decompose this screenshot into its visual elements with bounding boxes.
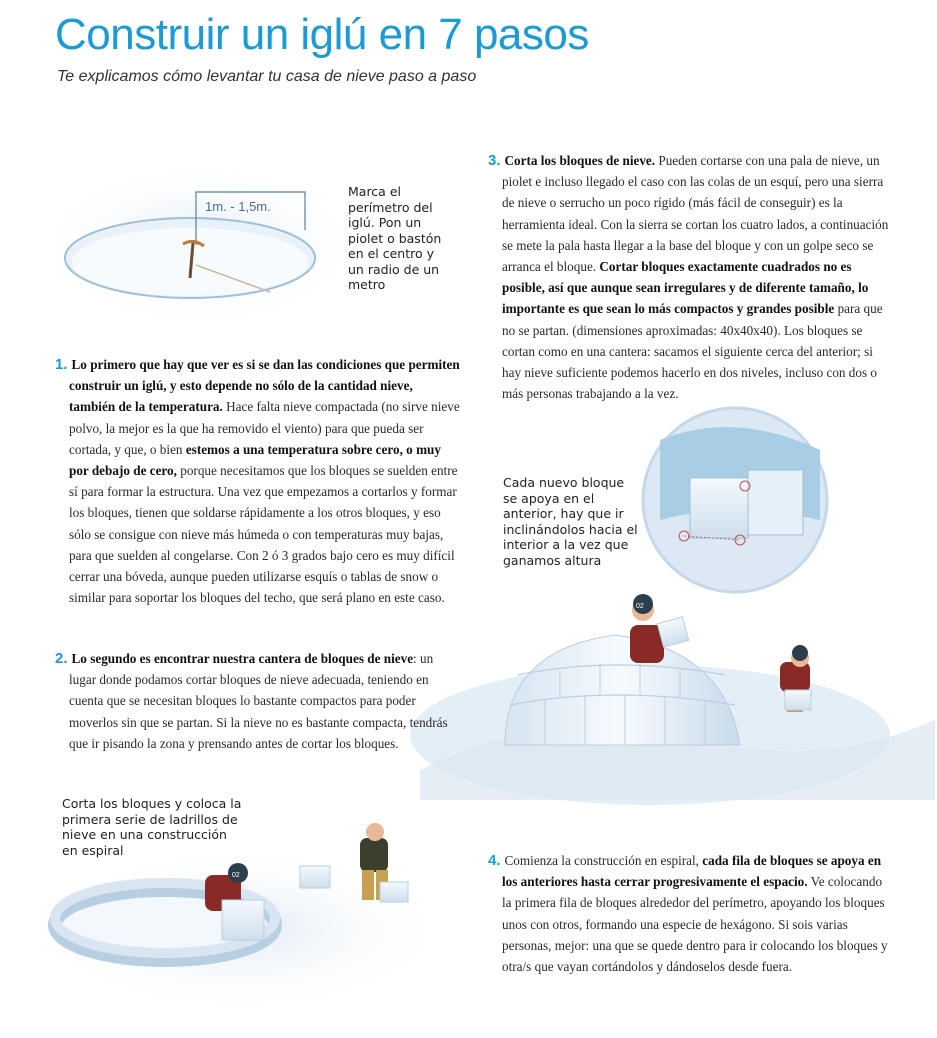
- step-number: 2.: [55, 650, 68, 667]
- perimeter-illustration: [30, 160, 370, 330]
- builder-outside: [780, 645, 811, 712]
- caption-perimeter: Marca el perímetro del iglú. Pon un piolet o bastón en el centro y un radio de un metro: [348, 184, 442, 292]
- step-4: 4. Comienza la construcción en espiral, cada fila de bloques se apoya en los anteriores hasta cerrar progresivamente el espacio. Ve colocando la primera fila de bloques alrededor del perímetro, apoyando los bloques unos con otros, formando una especie de hexágono. Si sois varias personas, mejor: una que se quede dentro para ir colocando los bloques y otra/s que vayan cortándolos y dándoselos desde fuera.: [488, 852, 888, 975]
- step-number: 4.: [488, 852, 501, 869]
- caption-block-support: Cada nuevo bloque se apoya en el anterior, hay que ir inclinándolos hacia el interior a la vez que ganamos altura: [503, 475, 638, 568]
- svg-text:02: 02: [636, 603, 644, 610]
- measure-label: 1m. - 1,5m.: [205, 199, 271, 214]
- svg-text:02: 02: [232, 872, 240, 879]
- caption-first-ring: Corta los bloques y coloca la primera serie de ladrillos de nieve en una construcción en espiral: [62, 796, 242, 858]
- builder-inside: [630, 594, 689, 663]
- step-number: 3.: [488, 152, 501, 169]
- step-1: 1. Lo primero que hay que ver es si se dan las condiciones que permiten construir un iglú, y esto depende no sólo de la cantidad nieve, también de la temperatura. Hace falta nieve compactada (no sirve nieve polvo, la mejor es la que ha removido el viento) para que pueda ser cortada, y que, o bien estemos a una temperatura sobre cero, o muy por debajo de cero, porque necesitamos que los bloques se suelden entre sí para formar la estructura. Una vez que empezamos a cortarlos y formar los bloques, tienen que soldarse rápidamente a los otros bloques, y eso sólo se consigue con nieve más húmeda o con temperaturas muy bajas, para que suelden al congelarse. Con 2 ó 3 grados bajo cero es muy difícil cerrar una bóveda, aunque pueden utilizarse esquís o tablas de snow o similar para soportar los bloques del techo, que será plano en este caso.: [55, 356, 460, 606]
- step-number: 1.: [55, 356, 68, 373]
- igloo-illustration: [410, 408, 935, 805]
- step-2: 2. Lo segundo es encontrar nuestra cantera de bloques de nieve: un lugar donde podamos cortar bloques de nieve adecuada, teniendo en cuenta que se necesitan bloques lo bastante compactos para poder moverlos sin que se partan. Si la nieve no es bastante compacta, tendrás que ir pisando la zona y prensando antes de cortar los bloques.: [55, 650, 448, 751]
- step-3: 3. Corta los bloques de nieve. Pueden cortarse con una pala de nieve, un piolet e incluso llegado el caso con las colas de un esquí, pero una sierra de nieve o serrucho un poco rígido (más fácil de conseguir) es la herramienta ideal. Con la sierra se cortan los cuatro lados, a continuación se mete la pala hasta llegar a la base del bloque y con un golpe seco se arranca el bloque. Cortar bloques exactamente cuadrados no es posible, así que aunque sean irregulares y de diferente tamaño, lo importante es que sean lo más compactos y grandes posible para que no se partan. (dimensiones aproximadas: 40x40x40). Los bloques se cortan como en una cantera: sacamos el siguiente cerca del anterior; si hay nieve suficiente podemos hacerlo en dos niveles, incluso con dos o más personas trabajando a la vez.: [488, 152, 889, 402]
- page-subtitle: Te explicamos cómo levantar tu casa de nieve paso a paso: [57, 68, 477, 85]
- page-title: Construir un iglú en 7 pasos: [55, 10, 589, 59]
